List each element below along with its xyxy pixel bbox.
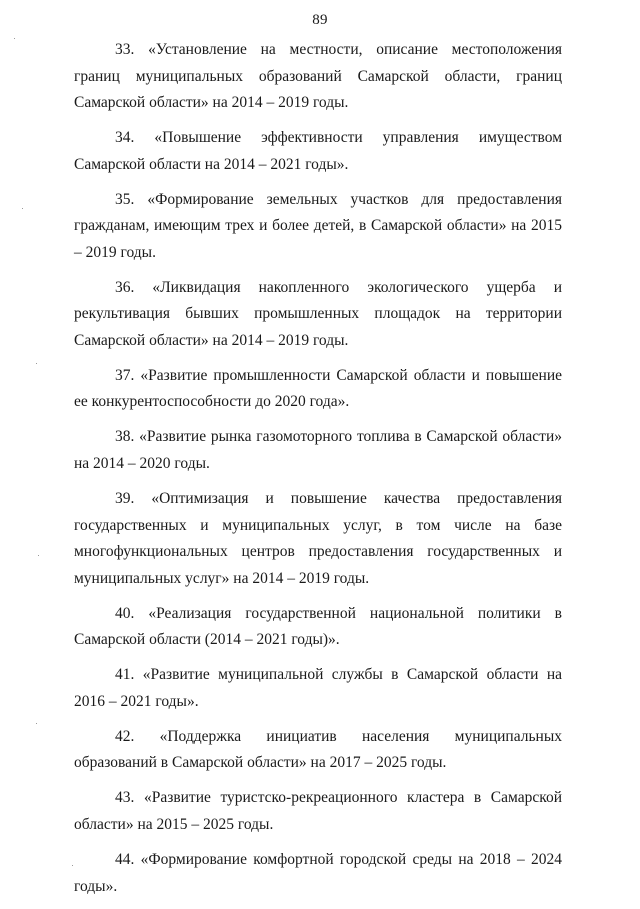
scan-speck xyxy=(38,555,39,556)
list-item-35: 35. «Формирование земельных участков для предоставления гражданам, имеющим трех и более детей, в Самарской области» на 2015 – 2019 годы. xyxy=(74,190,562,261)
list-item-33: 33. «Установление на местности, описание местоположения границ муниципальных образований Самарской области, границ Самарской области» на 2014 – 2019 годы. xyxy=(74,41,562,111)
list-item-36: 36. «Ликвидация накопленного экологического ущерба и рекультивация бывших промышленных площадок на территории Самарской области» на 2014 – 2019 годы. xyxy=(74,278,562,349)
scan-speck xyxy=(36,723,37,724)
scan-speck xyxy=(14,38,15,39)
list-item-40: 40. «Реализация государственной национальной политики в Самарской области (2014 – 2021 годы)». xyxy=(74,604,562,649)
list-item-37: 37. «Развитие промышленности Самарской области и повышение ее конкурентоспособности до 2020 года». xyxy=(74,366,562,411)
scan-speck xyxy=(22,208,23,209)
list-item-44: 44. «Формирование комфортной городской среды на 2018 – 2024 годы». xyxy=(74,851,562,895)
scan-speck xyxy=(36,363,37,364)
page-number: 89 xyxy=(312,12,328,28)
scan-speck xyxy=(72,865,73,866)
list-item-34: 34. «Повышение эффективности управления имуществом Самарской области на 2014 – 2021 годы». xyxy=(74,129,562,173)
list-item-38: 38. «Развитие рынка газомоторного топлива в Самарской области» на 2014 – 2020 годы. xyxy=(74,428,562,472)
list-item-39: 39. «Оптимизация и повышение качества предоставления государственных и муниципальных услуг, в том числе на базе многофункциональных центров предоставления государственных и муниципальных услуг» на 2014 – 2019 годы. xyxy=(74,490,562,587)
list-item-43: 43. «Развитие туристско-рекреационного кластера в Самарской области» на 2015 – 2025 годы. xyxy=(74,789,562,833)
list-item-41: 41. «Развитие муниципальной службы в Самарской области на 2016 – 2021 годы». xyxy=(74,666,562,710)
document-body xyxy=(74,37,562,909)
list-item-42: 42. «Поддержка инициатив населения муниципальных образований в Самарской области» на 2017 – 2025 годы. xyxy=(74,727,562,772)
